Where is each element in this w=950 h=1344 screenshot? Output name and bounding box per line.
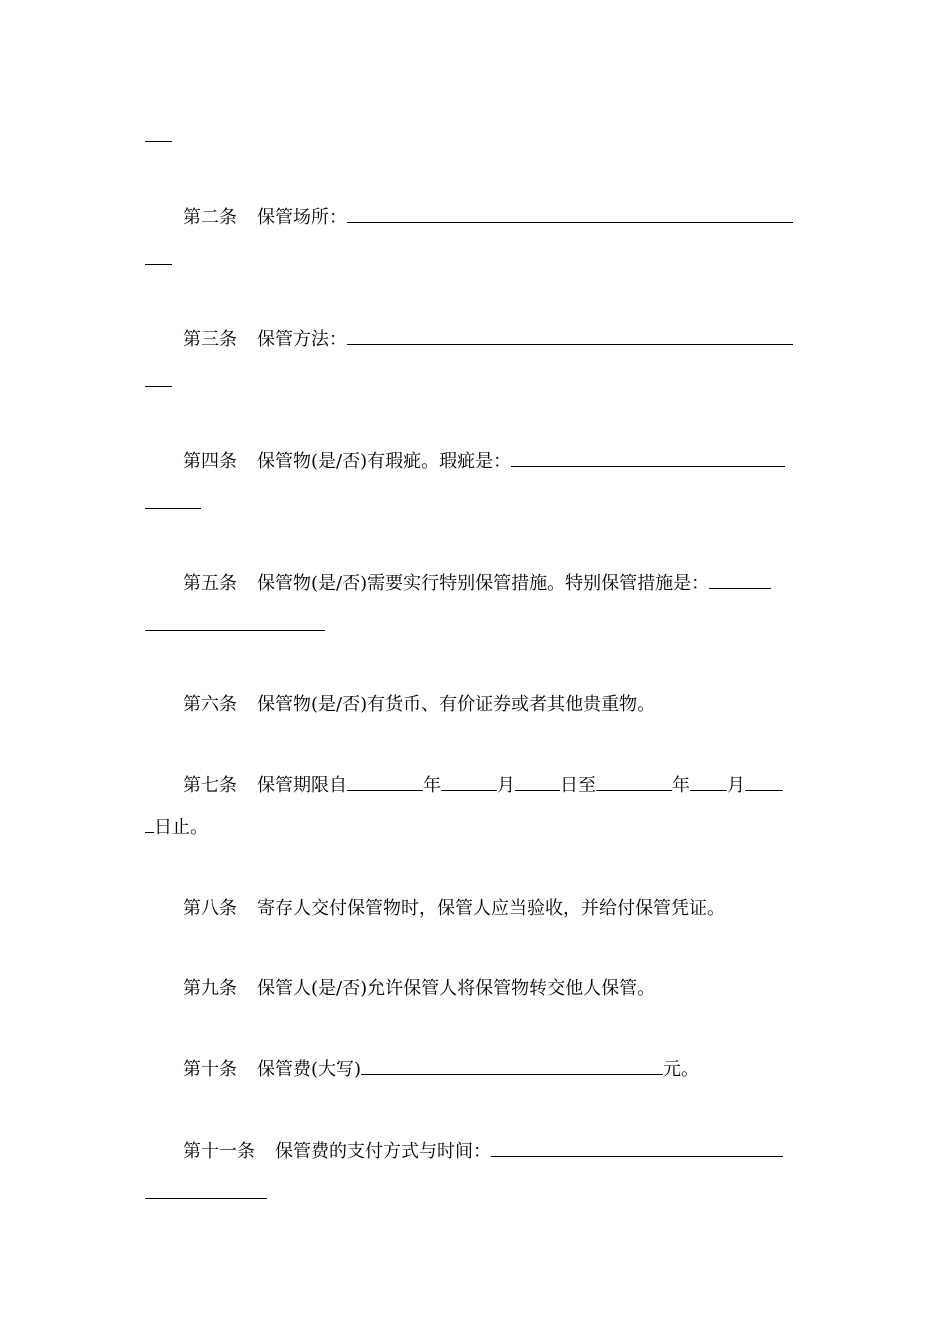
currency-label: 元。 — [663, 1059, 700, 1080]
fill-blank[interactable] — [347, 205, 793, 223]
month-label: 月 — [727, 775, 745, 796]
fill-blank-day[interactable] — [515, 773, 560, 791]
clause-text: 保管物(是/否)需要实行特别保管措施。特别保管措施是： — [257, 573, 710, 594]
blank-continuation-11 — [145, 1181, 805, 1206]
clause-3 — [183, 327, 843, 352]
clause-number: 第十条 — [183, 1059, 237, 1080]
clause-number: 第三条 — [183, 329, 237, 350]
clause-text: 保管场所： — [257, 207, 347, 228]
fill-blank[interactable] — [347, 327, 793, 345]
blank-continuation-7 — [145, 815, 805, 840]
fill-blank[interactable] — [709, 571, 771, 589]
clause-text: 保管物(是/否)有货币、有价证券或者其他贵重物。 — [257, 694, 656, 715]
fill-blank-month[interactable] — [441, 773, 497, 791]
blank-continuation-1 — [145, 124, 805, 149]
blank-continuation-3 — [145, 369, 805, 394]
clause-7 — [183, 773, 843, 798]
fill-blank[interactable] — [511, 449, 785, 467]
fill-blank-month[interactable] — [690, 773, 727, 791]
clause-number: 第五条 — [183, 573, 237, 594]
year-label: 年 — [672, 775, 690, 796]
clause-2 — [183, 205, 843, 230]
clause-9 — [183, 977, 843, 1001]
fill-blank-year[interactable] — [596, 773, 672, 791]
day-end-label: 日止。 — [154, 817, 208, 838]
clause-number: 第十一条 — [183, 1141, 255, 1162]
clause-text: 保管费(大写) — [257, 1059, 362, 1080]
clause-text: 保管物(是/否)有瑕疵。瑕疵是： — [257, 451, 512, 472]
clause-number: 第四条 — [183, 451, 237, 472]
fill-blank[interactable] — [491, 1139, 783, 1157]
blank-continuation-2 — [145, 247, 805, 272]
clause-number: 第七条 — [183, 775, 237, 796]
clause-number: 第九条 — [183, 978, 237, 999]
fill-blank-amount[interactable] — [361, 1057, 663, 1075]
clause-10 — [183, 1057, 843, 1082]
fill-blank-day[interactable] — [745, 773, 783, 791]
month-label: 月 — [497, 775, 515, 796]
clause-text: 保管期限自 — [257, 775, 347, 796]
blank-continuation-5 — [145, 613, 805, 638]
clause-number: 第六条 — [183, 694, 237, 715]
clause-number: 第二条 — [183, 207, 237, 228]
clause-11 — [183, 1139, 843, 1164]
clause-text: 保管方法： — [257, 329, 347, 350]
blank-continuation-4 — [145, 491, 805, 516]
clause-text: 保管人(是/否)允许保管人将保管物转交他人保管。 — [257, 978, 656, 999]
year-label: 年 — [423, 775, 441, 796]
clause-6 — [183, 693, 843, 717]
clause-number: 第八条 — [183, 898, 237, 919]
clause-text: 寄存人交付保管物时，保管人应当验收，并给付保管凭证。 — [257, 898, 725, 919]
clause-text: 保管费的支付方式与时间： — [275, 1141, 491, 1162]
clause-5 — [183, 571, 843, 596]
day-to-label: 日至 — [560, 775, 596, 796]
clause-4 — [183, 449, 843, 474]
fill-blank-year[interactable] — [347, 773, 423, 791]
clause-8 — [183, 897, 843, 921]
